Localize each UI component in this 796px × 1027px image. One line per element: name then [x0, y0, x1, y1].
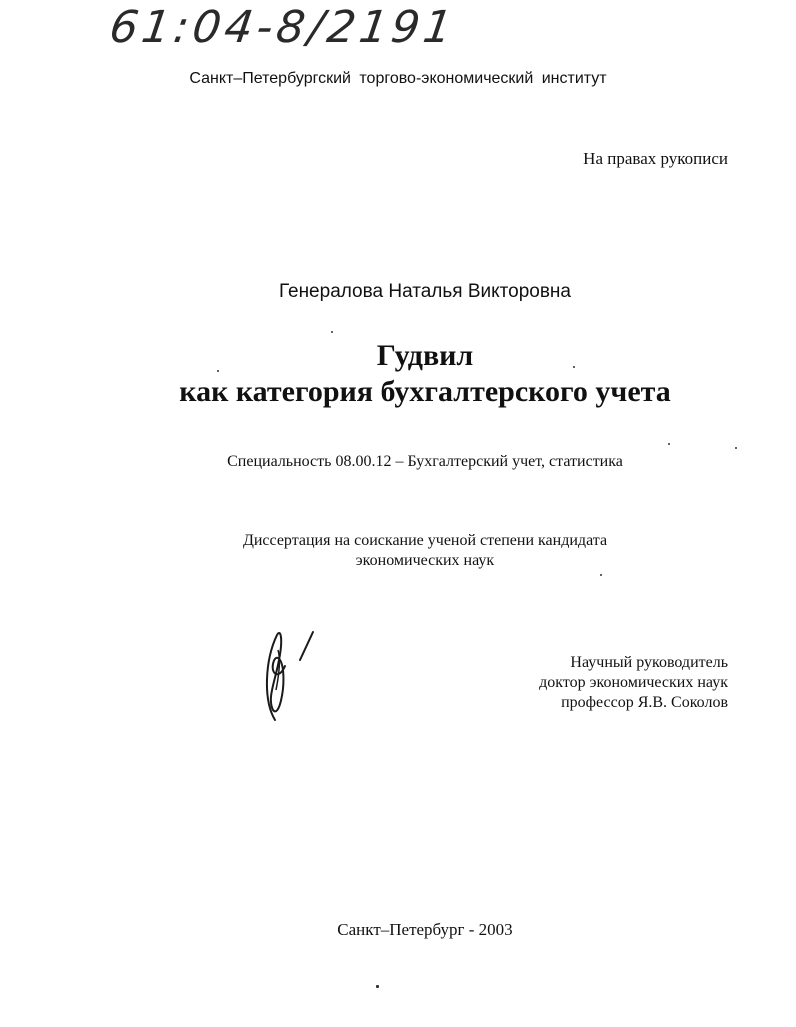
scan-speck: [573, 366, 575, 368]
supervisor-name: профессор Я.В. Соколов: [561, 694, 728, 711]
scan-speck: [735, 447, 737, 449]
supervisor-block: [539, 653, 728, 713]
supervisor-degree: доктор экономических наук: [539, 674, 728, 691]
catalog-number-handwritten: 61:04-8/2191: [106, 2, 460, 53]
city-year: Санкт–Петербург - 2003: [337, 920, 513, 939]
scan-speck: [600, 574, 602, 576]
scan-speck: [376, 985, 379, 988]
author-name: Генералова Наталья Викторовна: [278, 281, 571, 302]
title-line-2: как категория бухгалтерского учета: [179, 375, 671, 408]
dissertation-description: [0, 531, 796, 571]
institute-name: Санкт–Петербургский торгово-экономический институт: [189, 70, 607, 87]
signature-icon: [245, 620, 325, 730]
dissertation-line-2: экономических наук: [355, 552, 495, 569]
speciality-line: Специальность 08.00.12 – Бухгалтерский учет, статистика: [227, 453, 623, 470]
rights-note: На правах рукописи: [583, 149, 728, 168]
scan-speck: [331, 331, 333, 333]
dissertation-line-1: Диссертация на соискание ученой степени кандидата: [242, 532, 608, 549]
dissertation-title: [0, 338, 796, 410]
title-line-1: Гудвил: [376, 339, 474, 372]
scan-speck: [668, 443, 670, 445]
scan-speck: [217, 370, 219, 372]
supervisor-role: Научный руководитель: [570, 654, 728, 671]
